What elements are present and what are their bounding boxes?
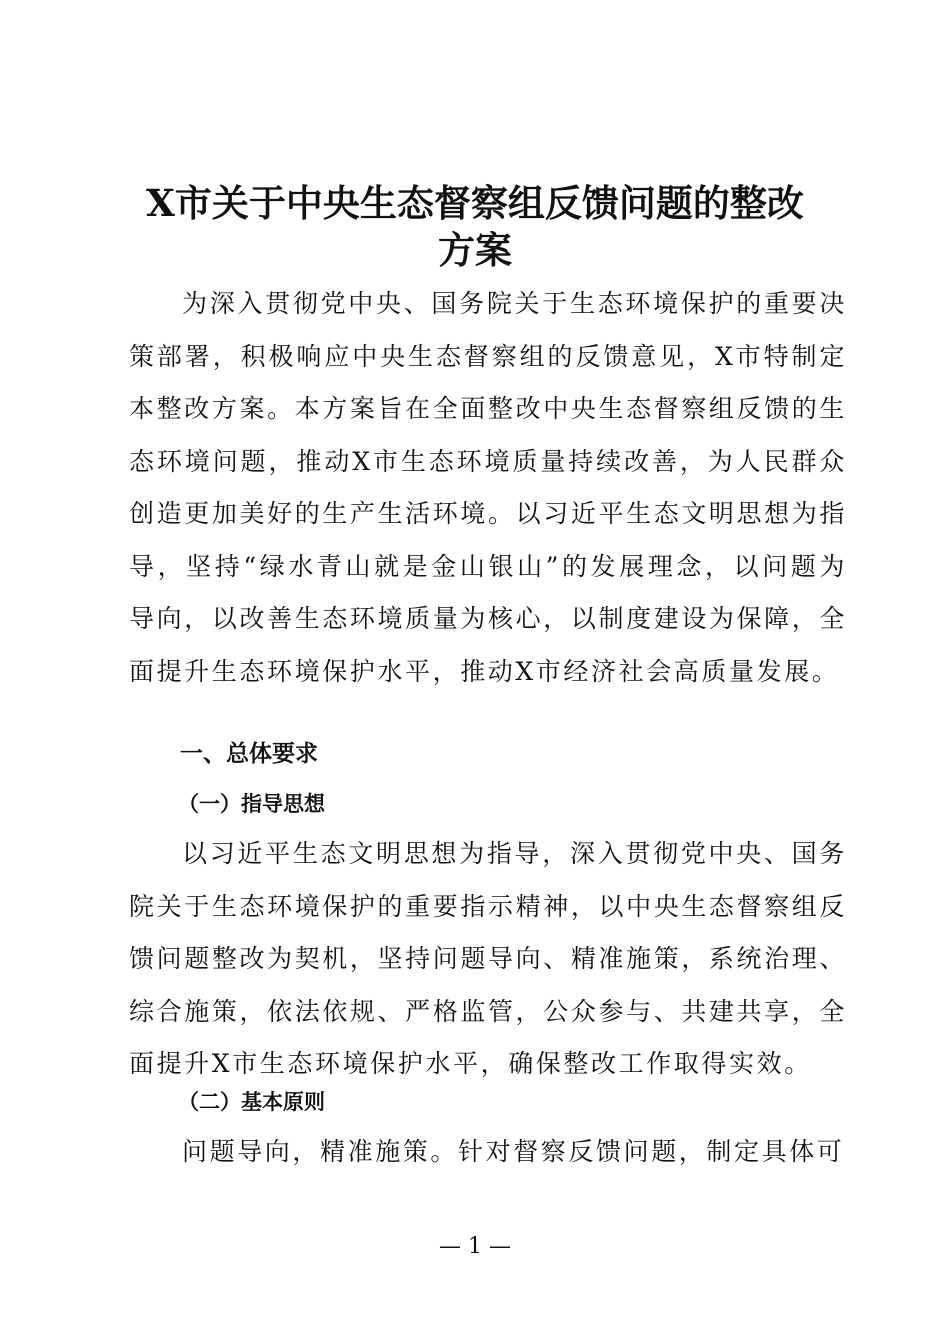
section-heading-general-requirements: 一、总体要求 — [180, 741, 318, 767]
subsection-heading-basic-principles: （二）基本原则 — [178, 1090, 325, 1114]
intro-paragraph: 为深入贯彻党中央、国务院关于生态环境保护的重要决策部署，积极响应中央生态督察组的反馈意见，X市特制定本整改方案。本方案旨在全面整改中央生态督察组反馈的生态环境问题，推动X市生态环境质量持续改善，为人民群众创造更加美好的生产生活环境。以习近平生态文明思想为指导，坚持“绿水青山就是金山银山”的发展理念，以问题为导向，以改善生态环境质量为核心，以制度建设为保障，全面提升生态环境保护水平，推动X市经济社会高质量发展。 — [129, 289, 847, 686]
document-title: X市关于中央生态督察组反馈问题的整改方案 — [146, 181, 804, 272]
guiding-thought-paragraph: 以习近平生态文明思想为指导，深入贯彻党中央、国务院关于生态环境保护的重要指示精神，以中央生态督察组反馈问题整改为契机，坚持问题导向、精准施策，系统治理、综合施策，依法依规、严格监管，公众参与、共建共享，全面提升X市生态环境保护水平，确保整改工作取得实效。 — [129, 839, 847, 1078]
subsection-heading-guiding-thought: （一）指导思想 — [178, 792, 325, 816]
page-number: — 1 — — [439, 1234, 511, 1259]
basic-principles-paragraph: 问题导向，精准施策。针对督察反馈问题，制定具体可 — [182, 1137, 845, 1166]
